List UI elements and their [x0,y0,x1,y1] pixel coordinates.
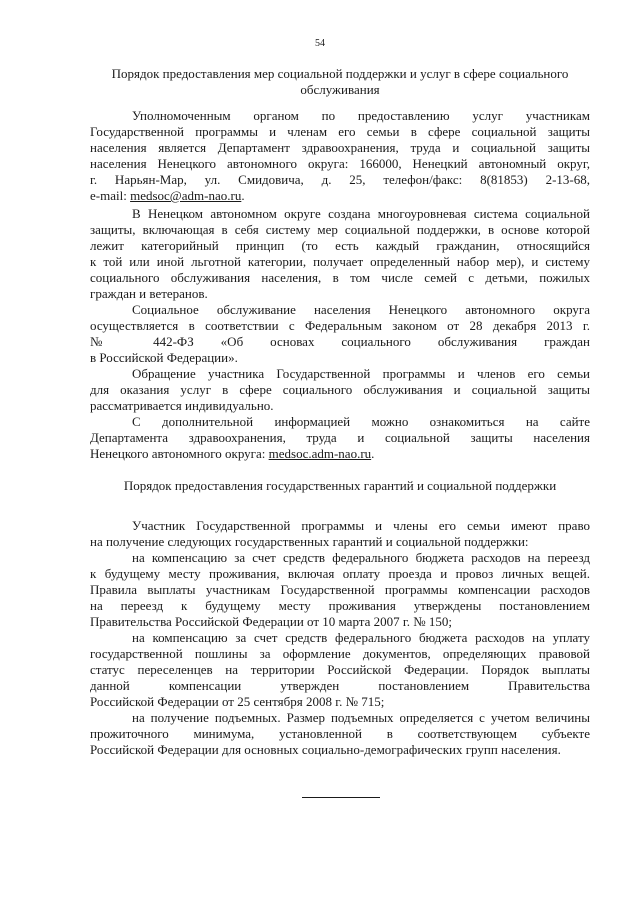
text-line: Обращение участника Государственной программы и членов его семьи [132,366,590,381]
text-line: населения Ненецкого автономного округа: 166000, Ненецкий автономный округ, [90,156,590,171]
text-line: осуществляется в соответствии с Федеральным законом от 28 декабря 2013 г. [90,318,590,333]
text-line [90,446,590,462]
text-line: социального обслуживания населения, в том числе семей с детьми, пожилых [90,270,590,285]
heading-line: обслуживания [300,82,380,97]
paragraph-more-info [90,414,590,462]
text-line: на получение подъемных. Размер подъемных определяется с учетом величины [132,710,590,725]
paragraph-relocation-compensation [90,550,590,630]
text-line: Департамента здравоохранения, труда и социальной защиты населения [90,430,590,445]
text-line: к той или иной льготной категории, получает определенный набор мер), и систему [90,254,590,269]
section-heading-guarantees [90,478,590,494]
text-line: государственной пошлины за оформление документов, определяющих правовой [90,646,590,661]
text-line: В Ненецком автономном округе создана многоуровневая система социальной [132,206,590,221]
paragraph-fee-compensation [90,630,590,710]
text-line: статус переселенцев на территории Российской Федерации. Порядок выплаты [90,662,590,677]
text-line: граждан и ветеранов. [90,286,208,301]
paragraph-appeal [90,366,590,414]
text-line: на переезд к будущему месту проживания утверждены постановлением [90,598,590,613]
footer-separator-line [302,797,380,798]
text-line: Российской Федерации от 25 сентября 2008 г. № 715; [90,694,385,709]
text-line: населения является Департамент здравоохранения, труда и социальной защиты [90,140,590,155]
email-link[interactable]: medsoc@adm-nao.ru [130,188,242,203]
heading-line: Порядок предоставления мер социальной поддержки и услуг в сфере социального [111,66,569,81]
punctuation: . [241,188,245,203]
text-line: рассматривается индивидуально. [90,398,274,413]
text-line [90,188,590,204]
text-line: защиты, включающая в себя систему мер социальной поддержки, в основе которой [90,222,590,237]
paragraph-support-system [90,206,590,302]
text-line: Правительства Российской Федерации от 10 марта 2007 г. № 150; [90,614,453,629]
text-line: г. Нарьян-Мар, ул. Смидовича, д. 25, телефон/факс: 8(81853) 2-13-68, [90,172,590,187]
text-line: для оказания услуг в сфере социального обслуживания и социальной защиты [90,382,590,397]
email-label: e-mail: [90,188,131,203]
paragraph-authorized-body [90,108,590,204]
text-line: Правила выплаты участникам Государственной программы компенсации расходов [90,582,590,597]
text-line: Социальное обслуживание населения Ненецкого автономного округа [132,302,590,317]
text-line: на компенсацию за счет средств федерального бюджета расходов на уплату [132,630,590,645]
heading-line: Порядок предоставления государственных гарантий и социальной поддержки [123,478,557,493]
page-number: 54 [315,38,325,49]
text-line: Участник Государственной программы и члены его семьи имеют право [132,518,590,533]
website-link[interactable]: medsoc.adm-nao.ru [268,446,372,461]
section-heading-social-support [90,66,590,98]
site-label: Ненецкого автономного округа: [90,446,269,461]
text-line: Государственной программы и членам его семьи в сфере социальной защиты [90,124,590,139]
text-line: лежит категорийный принцип (то есть каждый гражданин, относящийся [90,238,590,253]
text-line: Уполномоченным органом по предоставлению услуг участникам [132,108,590,123]
text-line: на компенсацию за счет средств федерального бюджета расходов на переезд [132,550,590,565]
text-line: на получение следующих государственных гарантий и социальной поддержки: [90,534,529,549]
text-line: к будущему месту проживания, включая оплату проезда и провоз личных вещей. [90,566,590,581]
text-line: С дополнительной информацией можно ознакомиться на сайте [132,414,590,429]
text-line: прожиточного минимума, установленной в соответствующем субъекте [90,726,590,741]
text-line: Российской Федерации для основных социально-демографических групп населения. [90,742,561,757]
paragraph-participant-rights [90,518,590,550]
text-line: № 442-ФЗ «Об основах социального обслуживания граждан [90,334,590,349]
text-line: в Российской Федерации». [90,350,238,365]
paragraph-lifting-allowance [90,710,590,758]
text-line: данной компенсации утвержден постановлением Правительства [90,678,590,693]
paragraph-social-services-law [90,302,590,366]
punctuation: . [371,446,375,461]
